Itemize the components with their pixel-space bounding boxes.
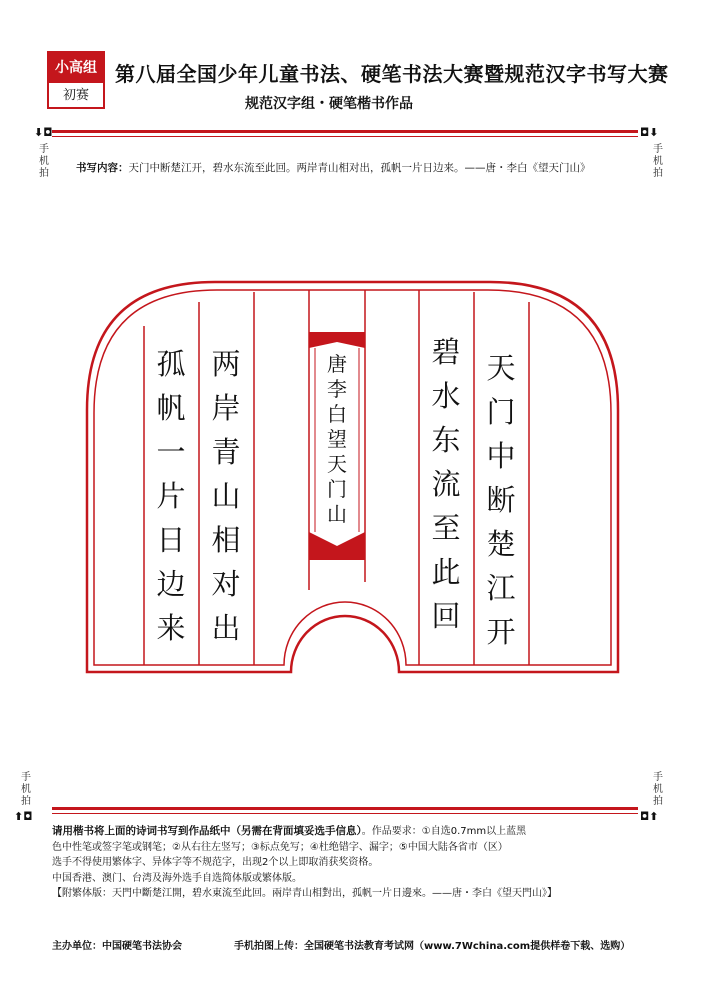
poem-char: 相 [211,523,241,557]
badge-group-label: 小高组 [49,53,103,83]
page-subtitle: 规范汉字组・硬笔楷书作品 [245,96,413,112]
title-char: 天 [327,452,347,476]
poem-char: 来 [156,611,186,645]
poem-title-column [317,352,357,527]
bottom-divider [52,807,638,810]
badge-round-label: 初赛 [62,88,89,103]
camera-icon: ⬇◘ [34,126,53,139]
poem-char: 东 [431,423,461,457]
poem-char: 开 [486,615,516,649]
content-label: 书写内容： [76,162,129,174]
bottom-divider-thin [52,813,638,814]
title-char: 白 [327,402,347,426]
poem-char: 楚 [486,527,516,561]
poem-char: 流 [431,467,461,501]
title-char: 唐 [327,352,347,376]
camera-icon: ⬆◘ [14,810,33,823]
poem-column-4 [147,342,195,650]
instructions-requirements: 。作品要求：①自选0.7mm以上蓝黑 [361,826,527,837]
poem-char: 门 [486,395,516,429]
poem-char: 一 [156,435,186,469]
poem-char: 江 [486,571,516,605]
poem-char: 回 [431,599,461,633]
poem-column-2 [422,330,470,638]
poem-char: 片 [156,479,186,513]
content-text: 天门中断楚江开，碧水东流至此回。两岸青山相对出，孤帆一片日边来。——唐・李白《望天门山》 [128,162,591,174]
poem-char: 日 [156,523,186,557]
poem-char: 天 [486,351,516,385]
poem-char: 山 [211,479,241,513]
poem-char: 至 [431,511,461,545]
poem-char: 边 [156,567,186,601]
poem-char: 对 [211,567,241,601]
title-char: 山 [327,502,347,526]
instructions-line: 中国香港、澳门、台湾及海外选手自选简体版或繁体版。 [52,872,302,884]
poem-char: 两 [211,347,241,381]
instructions-heading: 请用楷书将上面的诗词书写到作品纸中（另需在背面填妥选手信息） [52,825,362,837]
title-char: 门 [327,477,347,501]
instructions-line: 色中性笔或签字笔或钢笔；②从右往左竖写；③标点免写；④杜绝错字、漏字；⑤中国大陆各省市（区） [52,841,508,853]
poem-char: 中 [486,439,516,473]
side-label-top-left: 手机拍 [39,144,49,179]
poem-char: 此 [431,555,461,589]
camera-icon: ◘⬇ [640,126,659,139]
instructions [52,824,642,902]
camera-icon: ◘⬆ [640,810,659,823]
instructions-traditional: 【附繁体版：天門中斷楚江開，碧水東流至此回。兩岸青山相對出，孤帆一片日邊來。——唐・李白《望天門山》】 [52,888,557,899]
footer-organizer: 主办单位：中国硬笔书法协会 [52,941,182,952]
title-char: 李 [327,377,347,401]
title-char: 望 [327,427,347,451]
poem-char: 青 [211,435,241,469]
poem-char: 水 [431,379,461,413]
poem-column-3 [202,342,250,650]
page-title: 第八届全国少年儿童书法、硬笔书法大赛暨规范汉字书写大赛 [115,62,669,86]
footer-upload: 手机拍图上传：全国硬笔书法教育考试网（www.7Wchina.com提供样卷下载、选购） [234,941,631,952]
instructions-line: 选手不得使用繁体字、异体字等不规范字，出现2个以上即取消获奖资格。 [52,857,379,868]
poem-char: 断 [486,483,516,517]
poem-char: 碧 [431,335,461,369]
poem-column-1 [477,346,525,654]
poem-char: 岸 [211,391,241,425]
poem-char: 出 [211,611,241,645]
side-label-bottom-right: 手机拍 [653,772,663,807]
side-label-bottom-left: 手机拍 [21,772,31,807]
side-label-top-right: 手机拍 [653,144,663,179]
poem-char: 帆 [156,391,186,425]
poem-char: 孤 [156,347,186,381]
